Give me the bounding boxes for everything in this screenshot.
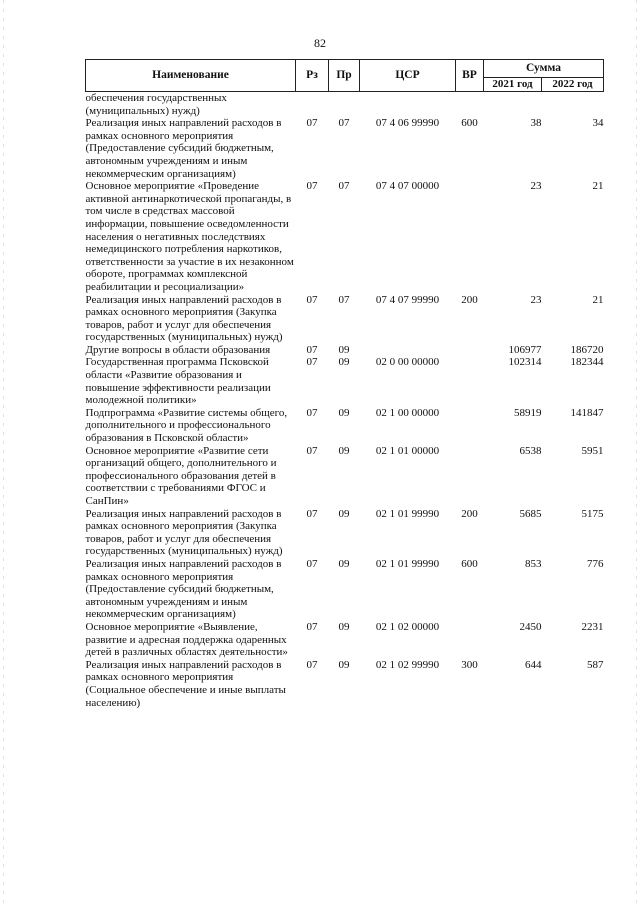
cell-pr: 09 bbox=[338, 406, 350, 419]
cell-sum-2021: 58919 bbox=[514, 406, 542, 419]
cell-csr bbox=[360, 344, 456, 357]
table-row bbox=[86, 508, 604, 558]
cell-pr: 07 bbox=[338, 180, 350, 193]
table-row bbox=[86, 621, 604, 659]
cell-vr bbox=[456, 180, 484, 293]
cell-csr: 07 4 07 00000 bbox=[375, 180, 440, 193]
cell-sum-2021 bbox=[484, 92, 542, 118]
cell-sum-2022 bbox=[542, 92, 604, 118]
cell-pr: 09 bbox=[338, 557, 350, 570]
cell-name: Основное мероприятие «Выявление, развитие и адресная поддержка одаренных детей в различных областях деятельности» bbox=[85, 620, 288, 659]
cell-vr bbox=[456, 407, 484, 445]
cell-csr: 02 1 01 99990 bbox=[375, 557, 440, 570]
table-body bbox=[86, 92, 604, 710]
cell-name: Основное мероприятие «Проведение активной антинаркотической пропаганды, в том числе в средствах массовой информации, повышение осведомленности населения о негативных последствиях немедицинского потребления наркотиков, ответственности за участие в их незаконном обороте, программах комплексной реабилитации и ресоциализации» bbox=[85, 180, 294, 293]
table-header bbox=[86, 60, 604, 92]
cell-name: Основное мероприятие «Развитие сети организаций общего, дополнительного и профессионального образования детей в соответствии с требованиями ФГОС и СанПин» bbox=[85, 444, 277, 507]
cell-sum-2022: 182344 bbox=[570, 356, 604, 369]
cell-rz: 07 bbox=[306, 444, 318, 457]
cell-pr: 07 bbox=[338, 293, 350, 306]
cell-name: Реализация иных направлений расходов в рамках основного мероприятия (Закупка товаров, работ и услуг для обеспечения государственных (муниципальных) нужд) bbox=[85, 507, 283, 558]
cell-vr bbox=[456, 344, 484, 357]
cell-name: Реализация иных направлений расходов в рамках основного мероприятия (Закупка товаров, работ и услуг для обеспечения государственных (муниципальных) нужд) bbox=[85, 293, 283, 344]
cell-pr: 09 bbox=[338, 444, 350, 457]
header-pr: Пр bbox=[329, 60, 360, 92]
cell-vr: 600 bbox=[461, 117, 478, 130]
table-row bbox=[86, 117, 604, 180]
cell-pr: 07 bbox=[338, 117, 350, 130]
cell-csr: 02 0 00 00000 bbox=[375, 356, 440, 369]
cell-sum-2021: 38 bbox=[530, 117, 542, 130]
scan-edge-right bbox=[636, 0, 637, 905]
cell-csr: 02 1 01 99990 bbox=[375, 507, 440, 520]
cell-sum-2022: 186720 bbox=[570, 343, 604, 356]
table-row bbox=[86, 356, 604, 406]
cell-sum-2022: 776 bbox=[587, 557, 604, 570]
cell-sum-2022: 587 bbox=[587, 658, 604, 671]
cell-name: Государственная программа Псковской области «Развитие образования и повышение эффективности реализации молодежной политики» bbox=[85, 356, 271, 407]
table-row bbox=[86, 407, 604, 445]
cell-sum-2022: 2231 bbox=[581, 620, 604, 633]
cell-sum-2022: 21 bbox=[592, 180, 604, 193]
cell-rz: 07 bbox=[306, 620, 318, 633]
cell-pr: 09 bbox=[338, 343, 350, 356]
cell-name: Другие вопросы в области образования bbox=[85, 343, 271, 356]
cell-sum-2021: 6538 bbox=[519, 444, 542, 457]
cell-rz: 07 bbox=[306, 507, 318, 520]
cell-name: Реализация иных направлений расходов в рамках основного мероприятия (Предоставление субсидий бюджетным, автономным учреждениям и иным некоммерческим организациям) bbox=[85, 557, 282, 621]
cell-vr bbox=[456, 356, 484, 406]
cell-vr: 200 bbox=[461, 293, 478, 306]
header-year-2022: 2022 год bbox=[542, 78, 604, 92]
table-row bbox=[86, 558, 604, 621]
cell-sum-2022: 21 bbox=[592, 293, 604, 306]
cell-sum-2022: 34 bbox=[592, 117, 604, 130]
cell-rz: 07 bbox=[306, 356, 318, 369]
cell-rz: 07 bbox=[306, 343, 318, 356]
header-rz: Рз bbox=[296, 60, 329, 92]
cell-rz bbox=[296, 92, 329, 118]
cell-sum-2022: 5951 bbox=[581, 444, 604, 457]
cell-csr: 02 1 02 00000 bbox=[375, 620, 440, 633]
cell-csr bbox=[360, 92, 456, 118]
cell-csr: 07 4 06 99990 bbox=[375, 117, 440, 130]
cell-csr: 07 4 07 99990 bbox=[375, 293, 440, 306]
cell-name: Реализация иных направлений расходов в рамках основного мероприятия (Предоставление субсидий бюджетным, автономным учреждениям и иным некоммерческим организациям) bbox=[85, 117, 282, 180]
header-year-2021: 2021 год bbox=[484, 78, 542, 92]
cell-csr: 02 1 01 00000 bbox=[375, 444, 440, 457]
cell-rz: 07 bbox=[306, 658, 318, 671]
cell-sum-2021: 23 bbox=[530, 293, 542, 306]
cell-rz: 07 bbox=[306, 180, 318, 193]
cell-csr: 02 1 00 00000 bbox=[375, 406, 440, 419]
table-row bbox=[86, 344, 604, 357]
header-sum: Сумма bbox=[484, 60, 604, 78]
cell-sum-2021: 5685 bbox=[519, 507, 542, 520]
cell-sum-2022: 141847 bbox=[570, 406, 604, 419]
header-name: Наименование bbox=[86, 60, 296, 92]
cell-vr bbox=[456, 92, 484, 118]
cell-rz: 07 bbox=[306, 293, 318, 306]
cell-sum-2021: 2450 bbox=[519, 620, 542, 633]
cell-pr: 09 bbox=[338, 507, 350, 520]
header-csr: ЦСР bbox=[360, 60, 456, 92]
cell-pr: 09 bbox=[338, 658, 350, 671]
cell-vr bbox=[456, 445, 484, 508]
header-vr: ВР bbox=[456, 60, 484, 92]
cell-sum-2022: 5175 bbox=[581, 507, 604, 520]
cell-sum-2021: 106977 bbox=[508, 343, 542, 356]
cell-name: обеспечения государственных (муниципальных) нужд) bbox=[85, 92, 227, 117]
cell-vr: 200 bbox=[461, 507, 478, 520]
cell-name: Подпрограмма «Развитие системы общего, дополнительного и профессионального образования в Псковской области» bbox=[85, 406, 288, 445]
cell-vr: 600 bbox=[461, 557, 478, 570]
cell-sum-2021: 102314 bbox=[508, 356, 542, 369]
cell-vr: 300 bbox=[461, 658, 478, 671]
table-row bbox=[86, 294, 604, 344]
cell-rz: 07 bbox=[306, 406, 318, 419]
cell-csr: 02 1 02 99990 bbox=[375, 658, 440, 671]
cell-rz: 07 bbox=[306, 117, 318, 130]
cell-sum-2021: 644 bbox=[525, 658, 542, 671]
table-row bbox=[86, 92, 604, 118]
cell-name: Реализация иных направлений расходов в рамках основного мероприятия (Социальное обеспечение и иные выплаты населению) bbox=[85, 658, 286, 709]
cell-sum-2021: 23 bbox=[530, 180, 542, 193]
cell-rz: 07 bbox=[306, 557, 318, 570]
table-row bbox=[86, 180, 604, 293]
table-row bbox=[86, 445, 604, 508]
cell-sum-2021: 853 bbox=[525, 557, 542, 570]
cell-pr: 09 bbox=[338, 356, 350, 369]
table-row bbox=[86, 659, 604, 709]
scan-edge-left bbox=[3, 0, 4, 905]
cell-pr: 09 bbox=[338, 620, 350, 633]
budget-table bbox=[85, 59, 604, 709]
cell-vr bbox=[456, 621, 484, 659]
cell-pr bbox=[329, 92, 360, 118]
page-number: 82 bbox=[314, 36, 326, 50]
